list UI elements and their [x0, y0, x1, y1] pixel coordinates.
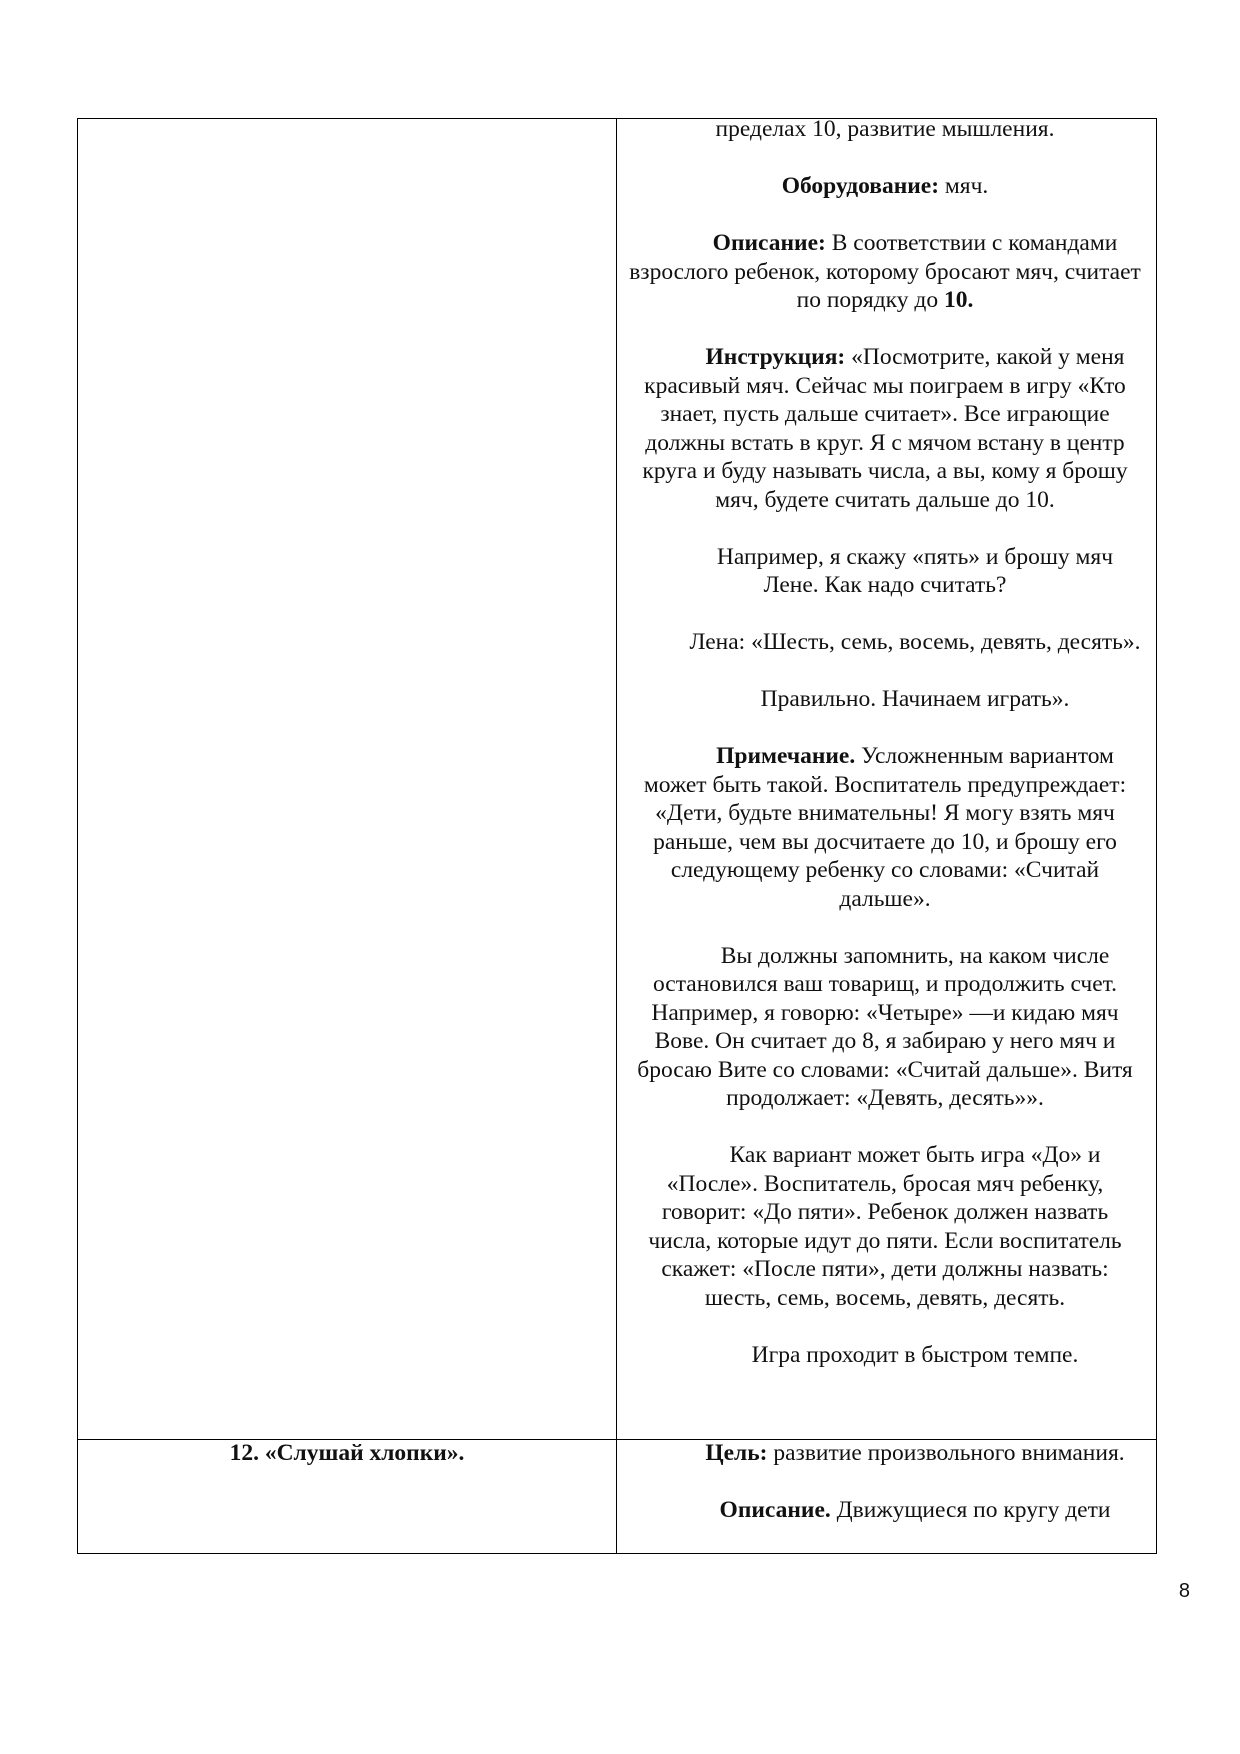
- paragraph-note: [628, 742, 1142, 913]
- instruction-text: «Посмотрите, какой у меня красивый мяч. Сейчас мы поиграем в игру «Кто знает, пусть дальше считает». Все играющие должны встать в круг. Я с мячом встану в центр круга и буду называть числа, а вы, кому я брошу мяч, будете считать дальше до 10.: [642, 344, 1128, 513]
- description-bold-number: 10.: [943, 287, 974, 313]
- game-table: [77, 118, 1157, 1554]
- paragraph-instruction: [628, 343, 1142, 514]
- paragraph-tempo: Игра проходит в быстром темпе.: [751, 1341, 1079, 1368]
- goal-text: развитие произвольного внимания.: [767, 1440, 1125, 1466]
- game-title: 12. «Слушай хлопки».: [229, 1440, 465, 1466]
- paragraph-lena-answer: Лена: «Шесть, семь, восемь, девять, десять».: [689, 629, 1141, 655]
- description2-label: Описание.: [719, 1497, 831, 1523]
- row2-title-cell: [78, 1439, 616, 1553]
- description2-text: Движущиеся по кругу дети: [830, 1497, 1111, 1523]
- equipment-label: Оборудование:: [781, 173, 940, 199]
- note-label: Примечание.: [716, 743, 856, 769]
- note-text: Усложненным вариантом может быть такой. Воспитатель предупреждает: «Дети, будьте внимательны! Я могу взять мяч раньше, чем вы досчитаете до 10, и брошу его следующему ребенку со словами: «Считай дальше».: [643, 743, 1127, 912]
- paragraph-equipment: [628, 172, 1142, 201]
- paragraph-description: [628, 229, 1142, 315]
- row1-description-cell: [616, 119, 1156, 1439]
- goal-label: Цель:: [705, 1440, 768, 1466]
- paragraph-goal: [628, 1439, 1142, 1468]
- paragraph-variant: Как вариант может быть игра «До» и «После». Воспитатель, бросая мяч ребенку, говорит: «До пяти». Ребенок должен назвать числа, которые идут до пяти. Если воспитатель скажет: «После пяти», дети должны назвать: шесть, семь, восемь, девять, десять.: [648, 1142, 1122, 1311]
- description-label: Описание:: [712, 230, 826, 256]
- paragraph-description-2: [628, 1496, 1142, 1525]
- instruction-label: Инструкция:: [705, 344, 846, 370]
- paragraph-example: Например, я скажу «пять» и брошу мяч Лене. Как надо считать?: [716, 543, 1114, 598]
- paragraph-goal-continued: пределах 10, развитие мышления.: [715, 119, 1055, 142]
- equipment-text: мяч.: [939, 173, 989, 199]
- page-number: 8: [1178, 1580, 1190, 1602]
- paragraph-remember: Вы должны запомнить, на каком числе остановился ваш товарищ, и продолжить счет. Например, я говорю: «Четыре» —и кидаю мяч Вове. Он считает до 8, я забираю у него мяч и бросаю Вите со словами: «Считай дальше». Витя продолжает: «Девять, десять»».: [637, 942, 1133, 1111]
- description-text: В соответствии с командами взрослого ребенок, которому бросают мяч, считает по порядку до: [629, 230, 1141, 313]
- row2-description-cell: [616, 1439, 1156, 1553]
- paragraph-start-play: Правильно. Начинаем играть».: [760, 686, 1070, 712]
